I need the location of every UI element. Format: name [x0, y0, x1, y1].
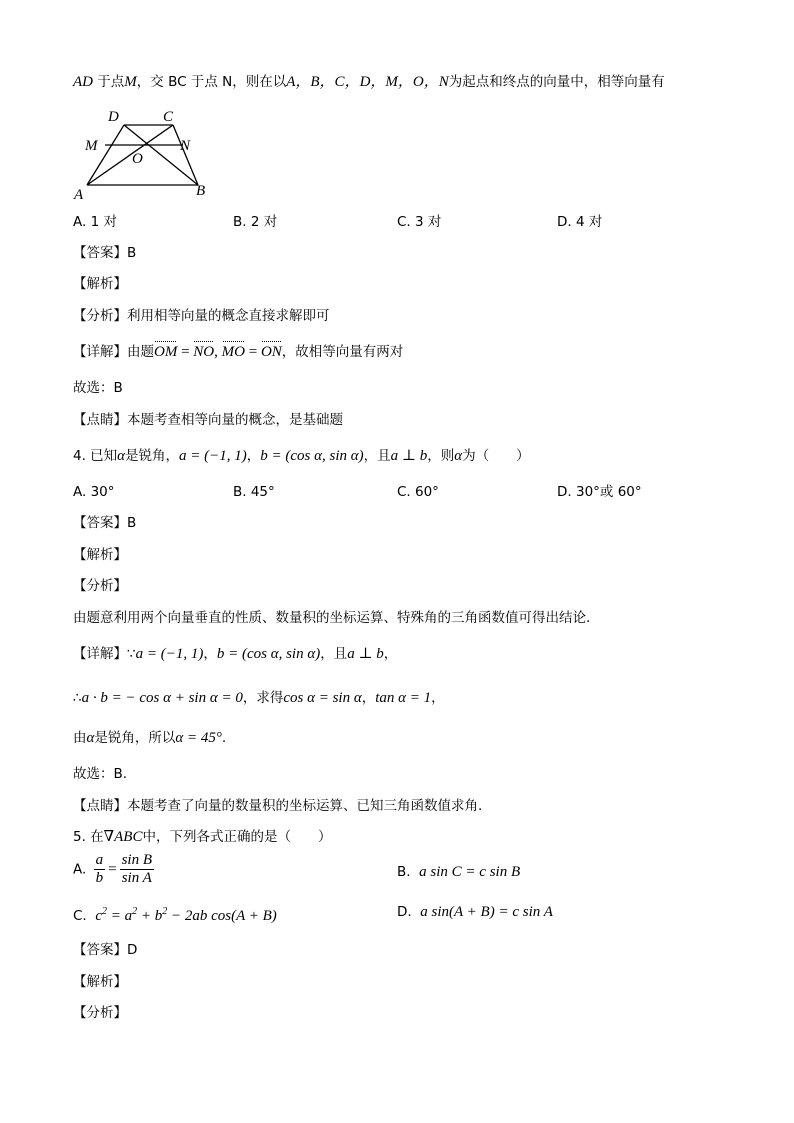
q4-text4: 为（ ）	[462, 448, 530, 464]
sup-2b: 2	[132, 906, 138, 917]
eq-sign-2: =	[244, 344, 261, 360]
q4-answer: 【答案】B	[73, 515, 137, 531]
label-c: C	[163, 109, 174, 125]
q3-stem-points: A，B，C，D，M，O，N	[286, 74, 449, 90]
q4-fenxi-body: 由题意利用两个向量垂直的性质、数量积的坐标运算、特殊角的三角函数值可得出结论.	[73, 610, 591, 626]
q5-number: 5. 在	[73, 829, 104, 845]
q4-text2: ，且	[363, 448, 391, 464]
q5-stem	[73, 828, 331, 846]
triangle-abc: ∇ABC	[103, 829, 143, 845]
label-b: B	[196, 183, 206, 199]
alpha-3: α	[86, 730, 95, 746]
q3-detail	[73, 343, 403, 361]
label-a: A	[74, 187, 84, 202]
tan-eq: tan α = 1	[375, 690, 432, 706]
q5-a-label: A.	[73, 861, 87, 878]
q4-select: 故选：B.	[73, 766, 128, 782]
vector-a: a = (−1, 1)	[179, 448, 247, 464]
label-n: N	[180, 138, 191, 154]
vec-om: OM	[154, 344, 178, 360]
sup-2: 2	[101, 906, 107, 917]
q3-answer: 【答案】B	[73, 245, 137, 261]
minus-term: − 2ab cos(A + B)	[167, 908, 277, 924]
frac-num-sinb: sin B	[121, 852, 152, 868]
eq-sign: =	[177, 344, 194, 360]
q5-option-a	[73, 852, 157, 887]
q4-line2	[73, 689, 445, 707]
q5-b-expr: a sin C = c sin B	[419, 864, 521, 880]
q5-c-expr	[95, 908, 276, 924]
detail-vector-b: b = (cos α, sin α)	[216, 646, 321, 662]
q4-line2-mid: ，求得	[242, 690, 284, 706]
q4-detail-end: ，	[383, 646, 398, 662]
q3-option-d: D. 4 对	[557, 214, 603, 230]
sep: ,	[214, 344, 222, 360]
frac-a-over-b	[94, 852, 106, 887]
alpha: α	[117, 448, 126, 464]
q4-fenxi-title: 【分析】	[73, 578, 127, 594]
label-o: O	[132, 151, 143, 167]
alpha-value: α = 45°	[175, 730, 222, 746]
q3-jiexi: 【解析】	[73, 276, 127, 292]
detail-vector-a: a = (−1, 1)	[135, 646, 204, 662]
sup-2c: 2	[162, 906, 168, 917]
q3-ad: AD	[73, 74, 93, 90]
q3-dianjing: 【点睛】本题考查相等向量的概念，是基础题	[73, 412, 343, 428]
q3-option-a: A. 1 对	[73, 214, 117, 230]
therefore: ∴	[73, 690, 82, 706]
q3-stem-text3: 为起点和终点的向量中，相等向量有	[448, 74, 665, 90]
frac-num-a: a	[95, 852, 104, 868]
q5-jiexi: 【解析】	[73, 974, 127, 990]
trapezoid-figure	[70, 104, 220, 202]
q5-b-label: B.	[397, 864, 411, 880]
q4-stem	[73, 447, 530, 465]
q4-option-c: C. 60°	[397, 484, 439, 500]
alpha-2: α	[454, 448, 463, 464]
c-eq-a: = a	[106, 908, 133, 924]
q4-option-a: A. 30°	[73, 484, 115, 500]
q4-jiexi: 【解析】	[73, 547, 127, 563]
q5-d-label: D.	[397, 904, 412, 920]
detail-perp: a ⊥ b	[347, 646, 384, 662]
plus-b: + b	[137, 908, 163, 924]
q3-select: 故选：B	[73, 380, 123, 396]
q5-fenxi: 【分析】	[73, 1005, 127, 1021]
q3-option-b: B. 2 对	[233, 214, 278, 230]
q3-stem-text1: 于点	[93, 74, 125, 90]
q4-option-b: B. 45°	[233, 484, 275, 500]
q5-stem-suffix: 中，下列各式正确的是（ ）	[142, 829, 332, 845]
eq-sign-3: =	[108, 861, 117, 878]
q4-line3	[73, 729, 226, 747]
q4-detail-mid: ，且	[320, 646, 348, 662]
q5-option-b	[397, 863, 520, 881]
q4-line2-end: ，	[431, 690, 445, 706]
frac-sinb-over-sina	[120, 852, 154, 887]
vec-mo: MO	[221, 344, 245, 360]
dot-product: a · b = − cos α + sin α = 0	[81, 690, 243, 706]
frac-den-sina: sin A	[121, 870, 152, 886]
label-d: D	[108, 109, 119, 125]
vec-on: ON	[260, 344, 282, 360]
label-m: M	[85, 138, 98, 154]
cos-eq-sin: cos α = sin α	[283, 690, 362, 706]
q5-option-c	[73, 903, 277, 925]
q4-line3-mid: 是锐角，所以	[94, 730, 176, 746]
q3-stem-tail	[73, 73, 665, 91]
comma-2: ，	[203, 646, 217, 662]
comma: ，	[246, 448, 261, 464]
q4-text3: ，则	[427, 448, 455, 464]
q3-fenxi: 【分析】利用相等向量的概念直接求解即可	[73, 308, 330, 324]
q4-number: 4. 已知	[73, 448, 118, 464]
q4-line3-prefix: 由	[73, 730, 87, 746]
c-var: c	[95, 908, 102, 924]
q4-detail	[73, 645, 397, 663]
q4-text1: 是锐角，	[125, 448, 180, 464]
comma-3: ，	[361, 690, 376, 706]
q5-option-d	[397, 903, 553, 921]
vec-no: NO	[193, 344, 215, 360]
frac-den-b: b	[95, 870, 104, 886]
q3-stem-text2: ，交 BC 于点 N，则在以	[136, 74, 287, 90]
vector-b: b = (cos α, sin α)	[260, 448, 364, 464]
q3-detail-suffix: ，故相等向量有两对	[281, 344, 404, 360]
q5-d-expr: a sin(A + B) = c sin A	[420, 904, 553, 920]
q4-option-d: D. 30°或 60°	[557, 484, 642, 500]
q4-line3-end: .	[221, 730, 227, 746]
q3-stem-m: M	[124, 74, 137, 90]
q4-dianjing: 【点睛】本题考查了向量的数量积的坐标运算、已知三角函数值求角.	[73, 798, 483, 814]
q4-detail-prefix: 【详解】∵	[73, 646, 136, 662]
q5-answer: 【答案】D	[73, 942, 138, 958]
q3-detail-prefix: 【详解】由题	[73, 344, 154, 360]
perp-condition: a ⊥ b	[390, 448, 428, 464]
q5-c-label: C.	[73, 908, 87, 924]
q3-option-c: C. 3 对	[397, 214, 442, 230]
